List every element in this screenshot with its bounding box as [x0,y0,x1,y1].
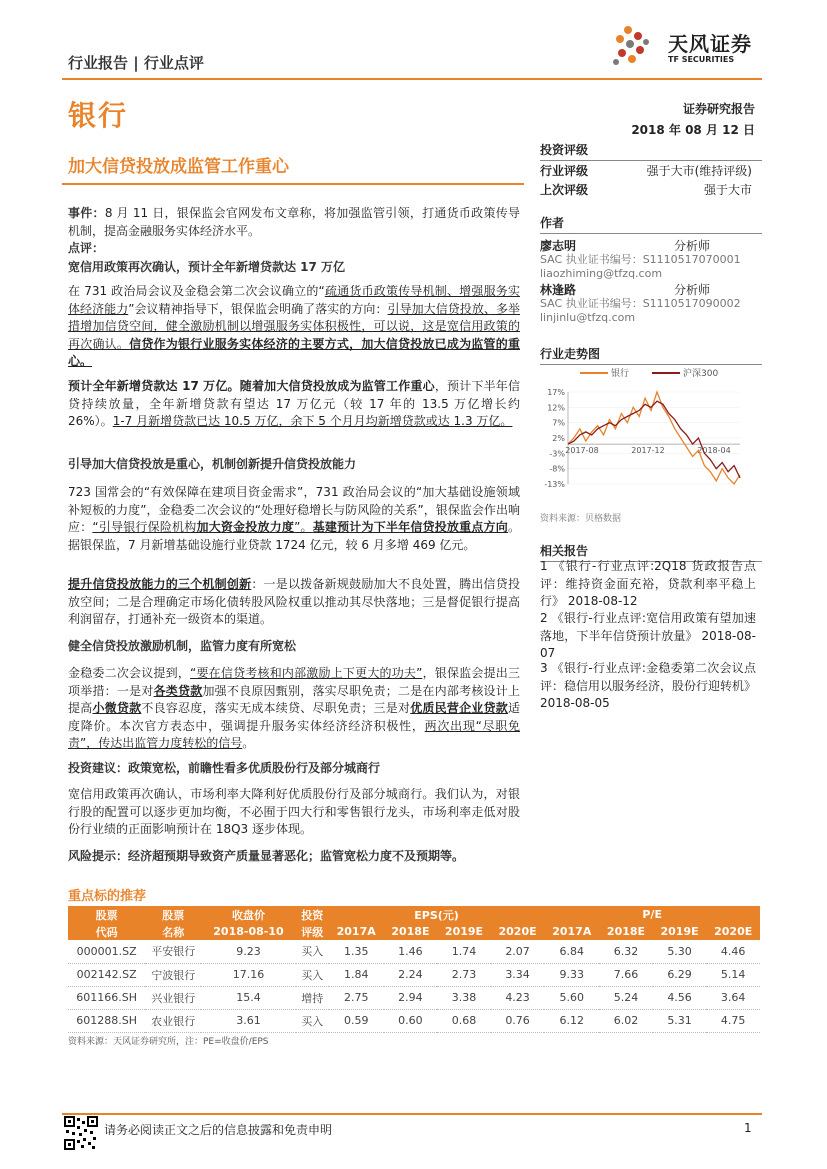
table-cell: 17.16 [201,963,296,986]
table-cell: 5.60 [544,986,599,1009]
p3-text-f: 。据银保监，7 月新增基础设施行业贷款 1724 亿元，较 6 月多增 469 亿元。 [68,520,520,552]
table-cell: 农业银行 [145,1009,201,1032]
y-tick-label: -13% [544,480,565,489]
table-header-row-1 [68,906,760,923]
event-text: 8 月 11 日，银保监会官网发布文章称，将加强监管引领，打通货币政策传导机制，提高金融服务实体经济水平。 [68,206,520,238]
x-tick-label: 2017-12 [631,446,665,456]
p5-text-b: “要在信贷考核和内部激励上下更大的功夫” [190,666,423,680]
th-stock-name: 股票 [145,906,201,923]
footer-divider [62,1113,762,1115]
y-tick-label: 2% [552,434,565,443]
rating-title: 投资评级 [540,141,762,161]
table-cell: 0.60 [384,1009,438,1032]
related-title: 相关报告 [540,542,762,562]
section-heading-1: 宽信用政策再次确认，预计全年新增贷款达 17 万亿 [68,260,346,274]
table-cell: 601166.SH [68,986,145,1009]
rating-value: 强于大市(维持评级) [646,164,752,178]
p3-text-d: ”。 [294,520,313,534]
table-row [68,963,760,986]
report-date: 2018 年 08 月 12 日 [631,123,755,137]
th-sub-4: 2017A [329,923,384,940]
trend-title: 行业走势图 [540,345,762,365]
chart-legend [580,367,718,379]
th-sub-2: 2018-08-10 [201,923,296,940]
chart-y-ticks [544,388,565,489]
y-tick-label: 17% [547,388,565,397]
table-cell: 宁波银行 [145,963,201,986]
table-cell: 3.34 [491,963,545,986]
paragraph-1 [68,283,520,371]
table-cell: 买入 [296,1009,329,1032]
th-sub-8: 2017A [544,923,599,940]
trend-chart [540,364,762,496]
table-cell: 002142.SZ [68,963,145,986]
table-cell: 0.68 [437,1009,491,1032]
th-sub-3: 评级 [296,923,329,940]
p1-text-a: 在 731 政治局会议及金稳会第二次会议确立的“ [68,284,325,298]
table-cell: 6.84 [544,940,599,963]
table-note: 资料来源：天风证券研究所，注：PE=收盘价/EPS [68,1037,269,1047]
th-pe: P/E [544,906,760,923]
table-cell: 2.94 [384,986,438,1009]
table-cell: 9.33 [544,963,599,986]
table-row [68,940,760,963]
table-cell: 1.35 [329,940,384,963]
report-type: 证券研究报告 [682,102,755,116]
table-title: 重点标的推荐 [68,889,147,904]
y-tick-label: 12% [547,403,565,413]
p5-text-a: 金稳委二次会议提到， [68,666,191,680]
th-rating: 投资 [296,906,329,923]
paragraph-2 [68,378,520,431]
table-cell: 增持 [296,986,329,1009]
author-name: 林逢路 [540,283,577,297]
paragraph-3 [68,484,520,554]
qr-code-icon [64,1116,98,1150]
p3-text-e: 基建预计为下半年信贷投放重点方向 [312,520,508,534]
logo-name-cn: 天风证券 [668,32,752,56]
table-cell: 2.24 [384,963,438,986]
p1-text-b: 疏通货币政策传导机制、增强服务实体经济能力 [68,284,520,316]
author-email[interactable]: linjinlu@tfzq.com [540,311,636,324]
rating-label: 上次评级 [540,183,589,197]
related-report-2[interactable]: 2 《银行-行业点评:宽信用政策有望加速落地，下半年信贷预计放量》 2018-08-07 [540,611,756,660]
table-row [68,1009,760,1032]
related-report-1[interactable]: 1 《银行-行业点评:2Q18 货政报告点评：维持资金面充裕，贷款利率平稳上行》 2018-08-12 [540,559,756,608]
th-sub-0: 代码 [68,923,145,940]
y-tick-label: -3% [549,449,565,459]
author-email[interactable]: liaozhiming@tfzq.com [540,267,663,280]
table-cell: 2.07 [491,940,545,963]
paragraph-4 [68,576,520,629]
x-tick-label: 2017-08 [565,446,599,456]
author-name: 廖志明 [540,239,577,253]
p5-text-f: 小微贷款 [92,701,142,715]
th-sub-5: 2018E [384,923,438,940]
rating-row-industry [540,162,752,179]
table-cell: 1.84 [329,963,384,986]
x-tick-label: 2018-04 [697,446,731,456]
table-cell: 5.24 [599,986,653,1009]
table-cell: 5.14 [706,963,760,986]
p5-text-d: 各类贷款 [153,683,203,698]
table-cell: 4.46 [706,940,760,963]
p5-text-c: ，银保监会提出三项举措：一是对 [68,666,520,698]
series-line [568,401,740,478]
table-cell: 3.64 [706,986,760,1009]
footer-disclaimer[interactable]: 请务必阅读正文之后的信息披露和免责申明 [104,1123,333,1137]
rating-label: 行业评级 [540,164,589,178]
table-cell: 5.30 [653,940,707,963]
section-heading-4: 投资建议：政策宽松，前瞻性看多优质股份行及部分城商行 [68,761,381,775]
table-body [68,940,760,1032]
header-divider [62,78,762,80]
p4-text-a: 提升信贷投放能力的三个机制创新 [68,577,252,591]
table-cell: 4.56 [653,986,707,1009]
comment-label: 点评： [68,241,105,255]
table-cell: 6.32 [599,940,653,963]
p2-text-a: 预计全年新增贷款达 17 万亿。随着加大信贷投放成为监管工作重心 [68,379,435,393]
author-sac: SAC 执业证书编号：S1110517070001 [540,253,741,266]
paragraph-5 [68,665,520,753]
table-cell: 601288.SH [68,1009,145,1032]
table-cell: 4.75 [706,1009,760,1032]
p3-text-c: 加大资金投放力度 [196,520,295,534]
table-cell: 买入 [296,963,329,986]
industry-title: 银行 [68,99,129,132]
p5-text-k: 。 [242,736,255,750]
table-cell: 4.23 [491,986,545,1009]
table-cell: 平安银行 [145,940,201,963]
author-title: 作者 [540,214,762,234]
table-cell: 6.02 [599,1009,653,1032]
table-cell: 9.23 [201,940,296,963]
th-sub-7: 2020E [491,923,545,940]
rating-row-previous [540,181,752,198]
title-divider [62,183,524,185]
table-cell: 6.29 [653,963,707,986]
table-cell: 2.73 [437,963,491,986]
legend-label: 银行 [611,369,630,379]
p2-text-c: 1-7 月新增贷款已达 10.5 万亿，余下 5 个月月均新增贷款或达 1.3 万亿。 [112,414,513,428]
paragraph-6: 宽信用政策再次确认，市场利率大降利好优质股份行及部分城商行。我们认为，对银行股的配置可以逐步更加均衡，不必囿于四大行和零售银行龙头，市场利率走低对股份行业绩的正面影响预计在 18Q3 逐步体现。 [68,787,520,836]
page-number: 1 [744,1121,752,1135]
table-cell: 6.12 [544,1009,599,1032]
report-title: 加大信贷投放成监管工作重心 [68,157,289,177]
table-cell: 2.75 [329,986,384,1009]
table-cell: 1.74 [437,940,491,963]
th-close-price: 收盘价 [201,906,296,923]
p3-text-b: “引导银行保险机构 [92,520,197,534]
rating-value: 强于大市 [703,183,752,197]
event-label: 事件： [68,206,105,220]
th-sub-1: 名称 [145,923,201,940]
th-sub-11: 2020E [706,923,760,940]
p5-text-j: 两次出现“尽职免责”，传达出监管力度转松的信号 [68,718,520,750]
p1-text-c: ”会议精神指导下，银保监会明确了落实的方向： [128,301,388,316]
table-row [68,986,760,1009]
p1-text-e: 信贷作为银行业服务实体经济的主要方式，加大信贷投放已成为监管的重心。 [68,336,520,368]
table-cell: 15.4 [201,986,296,1009]
table-cell: 5.31 [653,1009,707,1032]
related-report-3[interactable]: 3 《银行-行业点评:金稳委第二次会议点评：稳信用以服务经济，股份行迎转机》 2018-08-05 [540,661,757,710]
th-sub-6: 2019E [437,923,491,940]
y-tick-label: 7% [552,418,565,428]
chart-x-ticks [565,446,730,455]
p1-text-d: 引导加大信贷投放、多举措增加信贷空间，健全激励机制以增强服务实体积极性，可以说，这是宽信用政策的再次确认。 [68,301,520,351]
risk-warning: 风险提示：经济超预期导致资产质量显著恶化；监管宽松力度不及预期等。 [68,849,465,863]
th-eps: EPS(元) [329,906,545,923]
p5-text-h: 优质民营企业贷款 [410,701,508,715]
author-role: 分析师 [673,239,710,253]
table-cell: 兴业银行 [145,986,201,1009]
table-cell: 0.59 [329,1009,384,1032]
p3-text-a: 723 国常会的“有效保障在建项目资金需求”，731 政治局会议的“加大基础设施领域补短板的力度”，金稳委二次会议的“处理好稳增长与防风险的关系”，银保监会作出响应： [68,485,520,534]
chart-source: 资料来源：贝格数据 [540,514,622,524]
th-stock-code: 股票 [68,906,145,923]
table-cell: 3.61 [201,1009,296,1032]
th-sub-10: 2019E [653,923,707,940]
section-heading-3: 健全信贷投放激励机制，监管力度有所宽松 [68,639,297,653]
chart-grid [568,392,740,484]
legend-label: 沪深300 [683,369,719,379]
table-cell: 7.66 [599,963,653,986]
p2-text-b: ，预计下半年信贷持续放量，全年新增贷款有望达 17 万亿元（较 17 年的 13.5 万亿增长约 26%）。 [68,379,520,428]
p5-text-i: 适度降价。本次官方表态中，强调提升服务实体经济经济积极性， [68,701,520,733]
p4-text-b: ：一是以拨备新规鼓励加大不良处置，腾出信贷投放空间；二是合理确定市场化债转股风险权重以推动其尽快落地；三是督促银行提高利润留存，打通补充一级资本的渠道。 [68,577,520,626]
table-header-row-2 [68,923,760,940]
table-cell: 1.46 [384,940,438,963]
author-role: 分析师 [673,283,710,297]
p5-text-e: 加强不良原因甄别，落实尽职免责；二是在内部考核设计上提高 [68,683,520,715]
logo-name-en: TF SECURITIES [668,55,735,64]
p5-text-g: 不良容忍度，落实无成本续贷、尽职免责；三是对 [141,701,411,715]
report-category: 行业报告 | 行业点评 [68,54,204,72]
table-cell: 3.38 [437,986,491,1009]
section-heading-2: 引导加大信贷投放是重心，机制创新提升信贷投放能力 [68,457,357,471]
table-cell: 0.76 [491,1009,545,1032]
table-cell: 买入 [296,940,329,963]
event-paragraph [68,205,520,258]
th-sub-9: 2018E [599,923,653,940]
table-cell: 000001.SZ [68,940,145,963]
recommendation-table [68,906,760,1033]
y-tick-label: -8% [549,464,565,474]
author-sac: SAC 执业证书编号：S1110517090002 [540,297,741,310]
